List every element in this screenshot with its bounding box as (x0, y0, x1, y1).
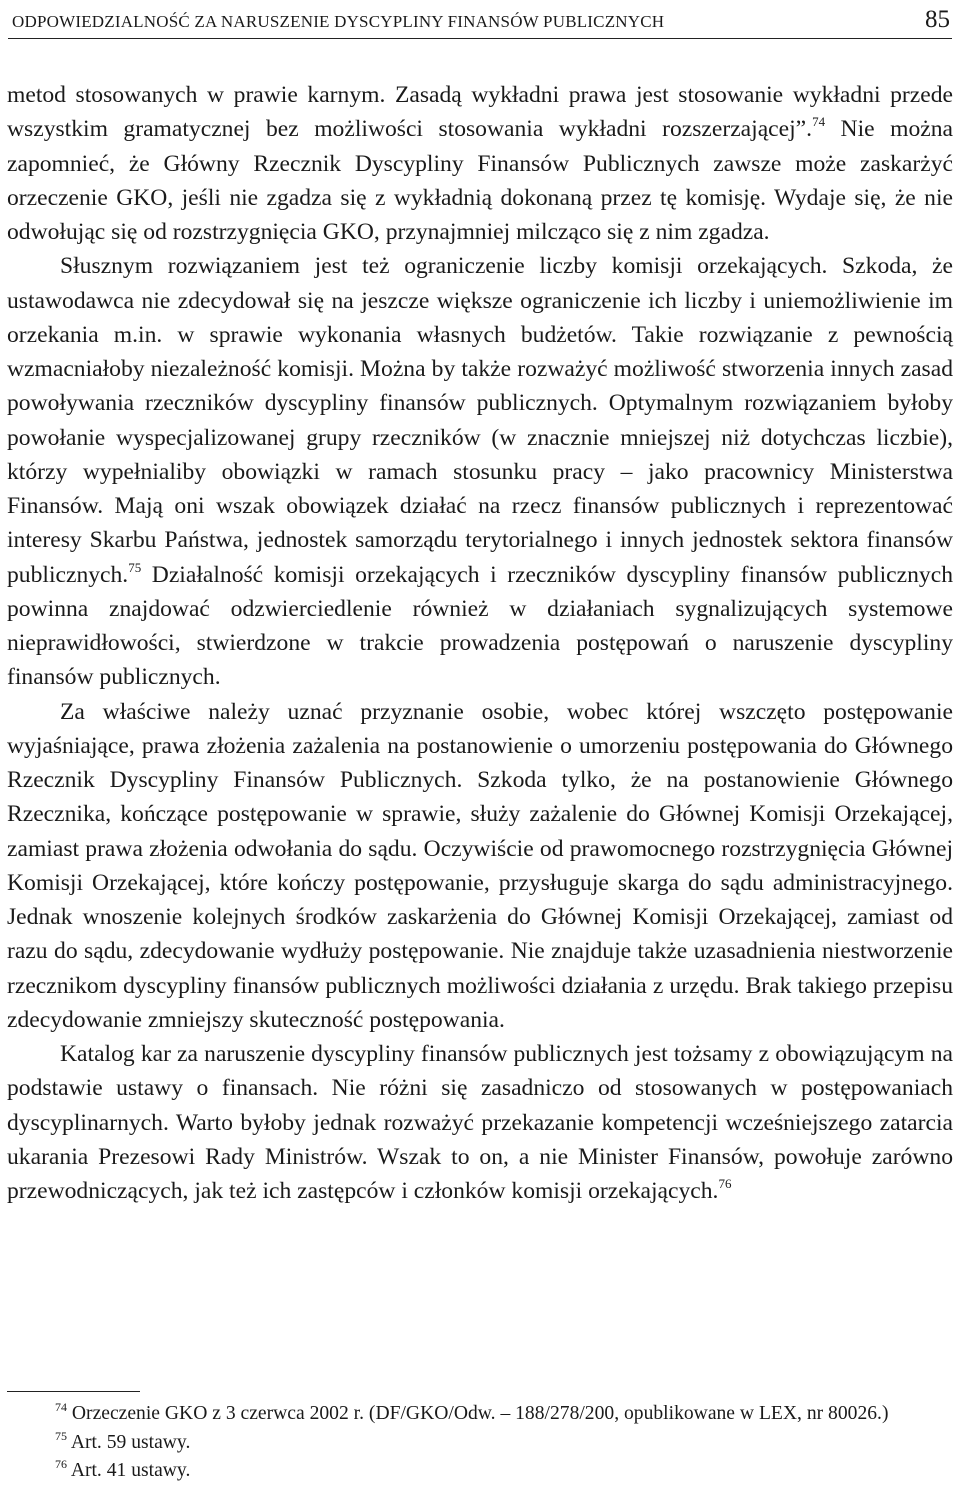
footnote-75 (7, 1429, 953, 1458)
paragraph-1-text-b: Nie można zapomnieć, że Główny Rzecznik Dyscypliny Finansów Publicznych zawsze może zaskarżyć orzeczenie GKO, jeśli nie zgadza się z wykładnią dokonaną przez tę komisję. Wydaje się, że nie odwołując się od rozstrzygnięcia GKO, przynajmniej milcząco się z nim zgadza. (7, 116, 953, 245)
footnote-divider (7, 1391, 140, 1392)
paragraph-4-text: Katalog kar za naruszenie dyscypliny finansów publicznych jest tożsamy z obowiązującym na podstawie ustawy o finansach. Nie różni się zasadniczo od stosowanych w postępowaniach dyscyplinarnych. Warto byłoby jednak rozważyć przekazanie kompetencji wcześniejszego zatarcia ukarania Prezesowi Rady Ministrów. Wszak to on, a nie Minister Finansów, powołuje zarówno przewodniczących, jak też ich zastępców i członków komisji orzekających. (7, 1041, 953, 1204)
paragraph-2-text-a: Słusznym rozwiązaniem jest też ograniczenie liczby komisji orzekających. Szkoda, że ustawodawca nie zdecydował się na jeszcze większe ograniczenie ich liczby i uniemożliwienie im orzekania m.in. w sprawie wykonania własnych budżetów. Takie rozwiązanie z pewnością wzmacniałoby niezależność komisji. Można by także rozważyć możliwość stworzenia innych zasad powoływania rzeczników dyscypliny finansów publicznych. Optymalnym rozwiązaniem byłoby powołanie wyspecjalizowanej grupy rzeczników (w znacznie mniejszej niż dotychczas liczbie), którzy wypełnialiby obowiązki w ramach stosunku pracy – jako pracownicy Ministerstwa Finansów. Mają oni wszak obowiązek działać na rzecz finansów publicznych i reprezentować interesy Skarbu Państwa, jednostek samorządu terytorialnego i innych jednostek sektora finansów publicznych. (7, 253, 953, 588)
footnote-ref-74[interactable]: 74 (812, 114, 826, 130)
page-number: 85 (925, 6, 950, 33)
footnotes (7, 1400, 953, 1486)
paragraph-2-text-b: Działalność komisji orzekających i rzeczników dyscypliny finansów publicznych powinna znajdować odzwierciedlenie również w działaniach sygnalizujących systemowe nieprawidłowości, stwierdzone w trakcie prowadzenia postępowań o naruszenie dyscypliny finansów publicznych. (7, 561, 953, 691)
header-title: ODPOWIEDZIALNOŚĆ ZA NARUSZENIE DYSCYPLINY FINANSÓW PUBLICZNYCH (12, 12, 665, 31)
footnote-76 (7, 1457, 953, 1486)
running-header (8, 6, 952, 39)
paragraph-2 (7, 249, 953, 694)
footnote-74 (7, 1400, 953, 1429)
paragraph-1 (7, 78, 953, 249)
footnote-number: 76 (55, 1457, 67, 1471)
footnote-text: Orzeczenie GKO z 3 czerwca 2002 r. (DF/GKO/Odw. – 188/278/200, opublikowane w LEX, nr 80026.) (67, 1403, 889, 1424)
paragraph-1-text-a: metod stosowanych w prawie karnym. Zasadą wykładni prawa jest stosowanie wykładni przede wszystkim gramatycznej bez możliwości stosowania wykładni rozszerzającej”. (7, 82, 953, 143)
paragraph-3: Za właściwe należy uznać przyznanie osobie, wobec której wszczęto postępowanie wyjaśniające, prawa złożenia zażalenia na postanowienie o umorzeniu postępowania do Głównego Rzecznik Dyscypliny Finansów Publicznych. Szkoda tylko, że na postanowienie Głównego Rzecznika, kończące postępowanie w sprawie, służy zażalenie do Głównej Komisji Orzekającej, zamiast prawa złożenia odwołania do sądu. Oczywiście od prawomocnego rozstrzygnięcia Głównej Komisji Orzekającej, które kończy postępowanie, przysługuje skarga do sądu administracyjnego. Jednak wnoszenie kolejnych środków zaskarżenia do Głównej Komisji Orzekającej, zamiast od razu do sądu, zdecydowanie wydłuży postępowanie. Nie znajduje także uzasadnienia niestworzenie rzecznikom dyscypliny finansów publicznych możliwości działania z urzędu. Brak takiego przepisu zdecydowanie zmniejszy skuteczność postępowania. (7, 698, 953, 1033)
footnote-ref-75[interactable]: 75 (128, 559, 142, 575)
footnote-number: 74 (55, 1400, 67, 1414)
footnote-text: Art. 41 ustawy. (67, 1460, 191, 1481)
footnote-text: Art. 59 ustawy. (67, 1431, 191, 1453)
paragraph-4 (7, 1037, 953, 1208)
body-text (7, 78, 953, 1208)
footnote-ref-76[interactable]: 76 (718, 1176, 732, 1191)
footnote-number: 75 (55, 1428, 67, 1443)
